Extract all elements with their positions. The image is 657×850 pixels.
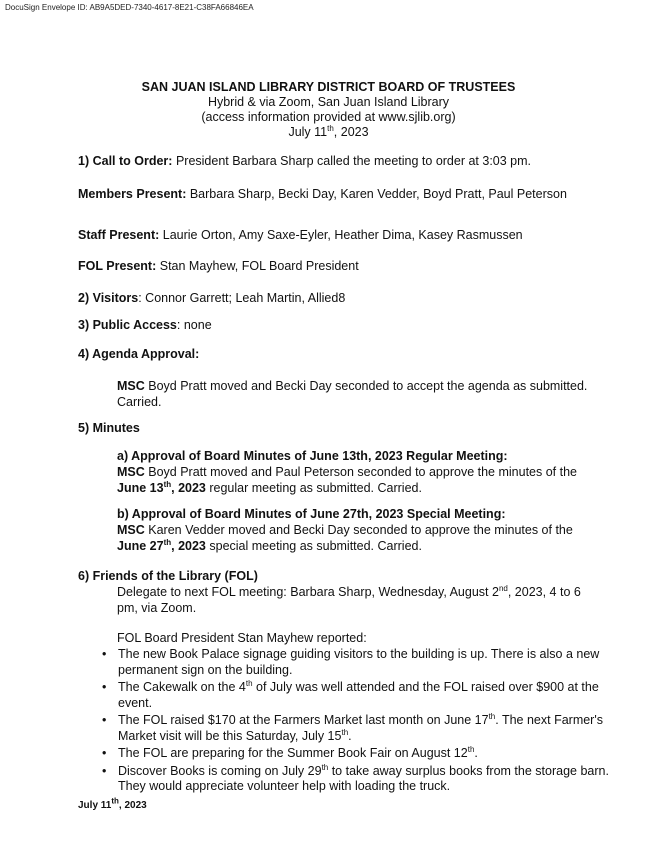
minutes-approval-a: a) Approval of Board Minutes of June 13th, 2023 Regular Meeting: MSC Boyd Pratt moved and Paul Peterson seconded to approve the minutes of the June 13th, 2023 regular meeting as submitted. Carried. [117,449,577,495]
visitors-label: 2) Visitors [78,291,139,305]
call-to-order-label: 1) Call to Order: [78,154,173,168]
list-item: • The Cakewalk on the 4th of July was well attended and the FOL raised over $900 at the event. [102,678,599,710]
public-access-label: 3) Public Access [78,318,177,332]
minutes-heading: 5) Minutes [78,421,140,435]
access-info: (access information provided at www.sjlib.org) [201,110,456,124]
visitors: 2) Visitors: Connor Garrett; Leah Martin, Allied8 [78,291,346,305]
document-header [0,80,657,140]
fol-report-list [100,647,618,797]
list-item: • The FOL raised $170 at the Farmers Market last month on June 17th. The next Farmer's Market visit will be this Saturday, July 15th. [102,711,603,743]
fol-present-label: FOL Present: [78,259,157,273]
page-footer-date: July 11th, 2023 [78,796,147,811]
agenda-approval-motion: MSC Boyd Pratt moved and Becki Day seconded to accept the agenda as submitted. Carried. [117,379,588,409]
minutes-b-heading: b) Approval of Board Minutes of June 27th, 2023 Special Meeting: [117,507,506,521]
fol-heading: 6) Friends of the Library (FOL) [78,569,258,583]
list-item: • The FOL are preparing for the Summer Book Fair on August 12th. [102,744,478,760]
staff-present: Staff Present: Laurie Orton, Amy Saxe-Eyler, Heather Dima, Kasey Rasmussen [78,228,523,242]
minutes-approval-b: b) Approval of Board Minutes of June 27th, 2023 Special Meeting: MSC Karen Vedder moved and Becki Day seconded to approve the minutes of the June 27th, 2023 special meeting as submitted. Carried. [117,507,573,553]
docusign-envelope-id: DocuSign Envelope ID: AB9A5DED-7340-4617-8E21-C38FA66846EA [5,3,254,12]
fol-delegate: Delegate to next FOL meeting: Barbara Sharp, Wednesday, August 2nd, 2023, 4 to 6 pm, via Zoom. [117,583,581,615]
staff-present-label: Staff Present: [78,228,160,242]
meeting-date: July 11th, 2023 [288,123,369,139]
members-present: Members Present: Barbara Sharp, Becki Day, Karen Vedder, Boyd Pratt, Paul Peterson [78,187,567,201]
agenda-approval-heading: 4) Agenda Approval: [78,347,200,361]
list-item: • The new Book Palace signage guiding visitors to the building is up. There is also a new permanent sign on the building. [102,647,600,677]
board-title: SAN JUAN ISLAND LIBRARY DISTRICT BOARD OF TRUSTEES [141,80,516,94]
meeting-location: Hybrid & via Zoom, San Juan Island Library [207,95,450,109]
fol-present: FOL Present: Stan Mayhew, FOL Board President [78,259,359,273]
minutes-a-heading: a) Approval of Board Minutes of June 13th, 2023 Regular Meeting: [117,449,508,463]
call-to-order: 1) Call to Order: President Barbara Sharp called the meeting to order at 3:03 pm. [78,154,532,168]
public-access: 3) Public Access: none [78,318,212,332]
list-item: • Discover Books is coming on July 29th to take away surplus books from the storage barn. They would appreciate volunteer help with loading the truck. [102,762,609,793]
fol-report-intro: FOL Board President Stan Mayhew reported: [117,631,367,645]
members-present-label: Members Present: [78,187,187,201]
